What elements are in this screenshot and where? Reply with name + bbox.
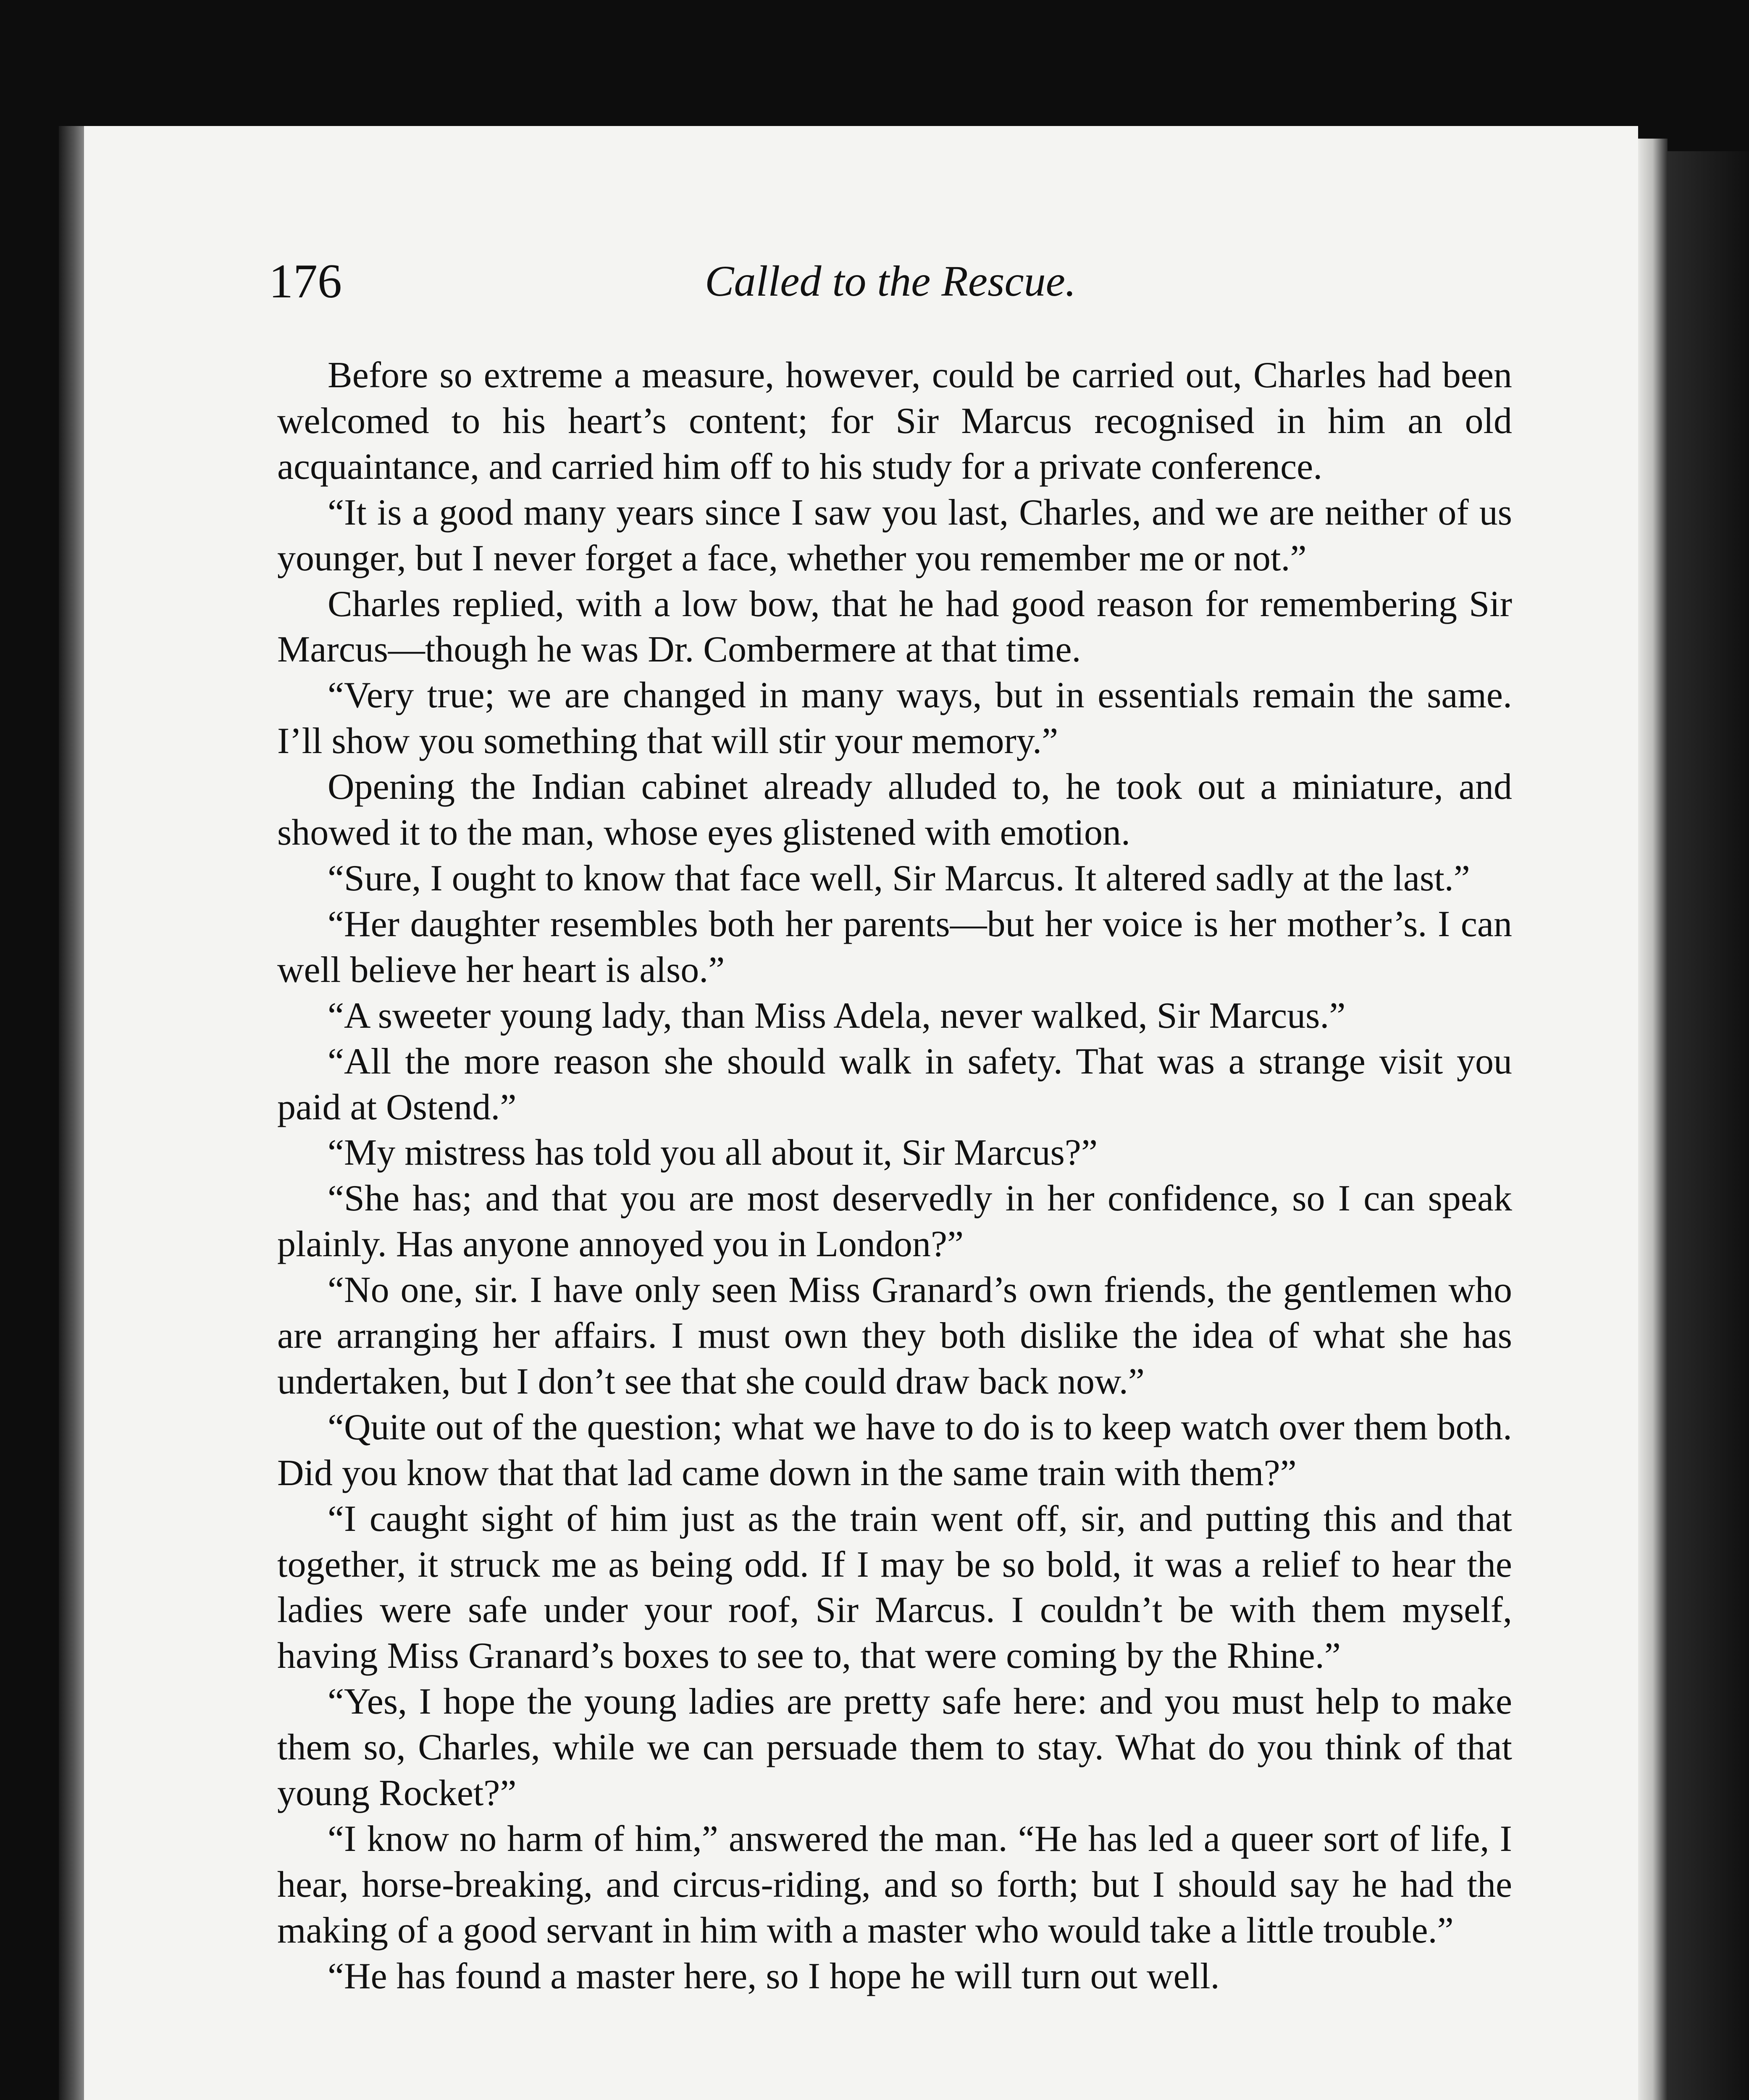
paragraph: “Sure, I ought to know that face well, Sir Marcus. It altered sadly at the last.” xyxy=(328,858,1470,899)
paragraph: “My mistress has told you all about it, Sir Marcus?” xyxy=(328,1132,1098,1173)
paragraph: “She has; and that you are most deservedly in her confidence, so I can speak plainly. Has anyone annoyed you in London?” xyxy=(277,1178,1512,1265)
paragraph: Charles replied, with a low bow, that he had good reason for remembering Sir Marcus—though he was Dr. Combermere at that time. xyxy=(277,583,1512,670)
page-number: 176 xyxy=(269,255,342,308)
paragraph: “I know no harm of him,” answered the man. “He has led a queer sort of life, I hear, horse-breaking, and circus-riding, and so forth; but I should say he had the making of a good servant in him with a master who would take a little trouble.” xyxy=(277,1819,1512,1951)
paragraph: Before so extreme a measure, however, could be carried out, Charles had been welcomed to his heart’s content; for Sir Marcus recognised in him an old acquaintance, and carried him off to his study for a private conference. xyxy=(277,355,1512,487)
running-title: Called to the Rescue. xyxy=(705,257,1076,305)
paragraph: “Very true; we are changed in many ways, but in essentials remain the same. I’ll show you something that will stir your memory.” xyxy=(277,675,1512,762)
paragraph: “No one, sir. I have only seen Miss Granard’s own friends, the gentlemen who are arranging her affairs. I must own they both dislike the idea of what she has undertaken, but I don’t see that she could draw back now.” xyxy=(277,1270,1512,1402)
paragraph: “Quite out of the question; what we have to do is to keep watch over them both. Did you know that that lad came down in the same train with them?” xyxy=(277,1407,1512,1494)
paragraph: Opening the Indian cabinet already alluded to, he took out a miniature, and showed it to the man, whose eyes glistened with emotion. xyxy=(277,766,1512,853)
running-head xyxy=(269,252,1512,311)
paragraph: “All the more reason she should walk in safety. That was a strange visit you paid at Ostend.” xyxy=(277,1041,1512,1128)
paragraph: “I caught sight of him just as the train went off, sir, and putting this and that together, it struck me as being odd. If I may be so bold, it was a relief to hear the ladies were safe under your roof, Sir Marcus. I couldn’t be with them myself, having Miss Granard’s boxes to see to, that were coming by the Rhine.” xyxy=(277,1498,1512,1677)
next-page-edge xyxy=(1668,151,1749,2100)
paragraph: “He has found a master here, so I hope he will turn out well. xyxy=(328,1956,1220,1997)
paragraph: “It is a good many years since I saw you last, Charles, and we are neither of us younger, but I never forget a face, whether you remember me or not.” xyxy=(277,492,1512,579)
gutter-shadow xyxy=(59,126,84,2100)
body-text xyxy=(277,353,1512,2000)
paragraph: “Yes, I hope the young ladies are pretty safe here: and you must help to make them so, Charles, while we can persuade them to stay. What do you think of that young Rocket?” xyxy=(277,1681,1512,1814)
paragraph: “A sweeter young lady, than Miss Adela, never walked, Sir Marcus.” xyxy=(328,995,1346,1036)
paragraph: “Her daughter resembles both her parents—but her voice is her mother’s. I can well believe her heart is also.” xyxy=(277,903,1512,990)
page-edge xyxy=(1638,139,1668,2100)
